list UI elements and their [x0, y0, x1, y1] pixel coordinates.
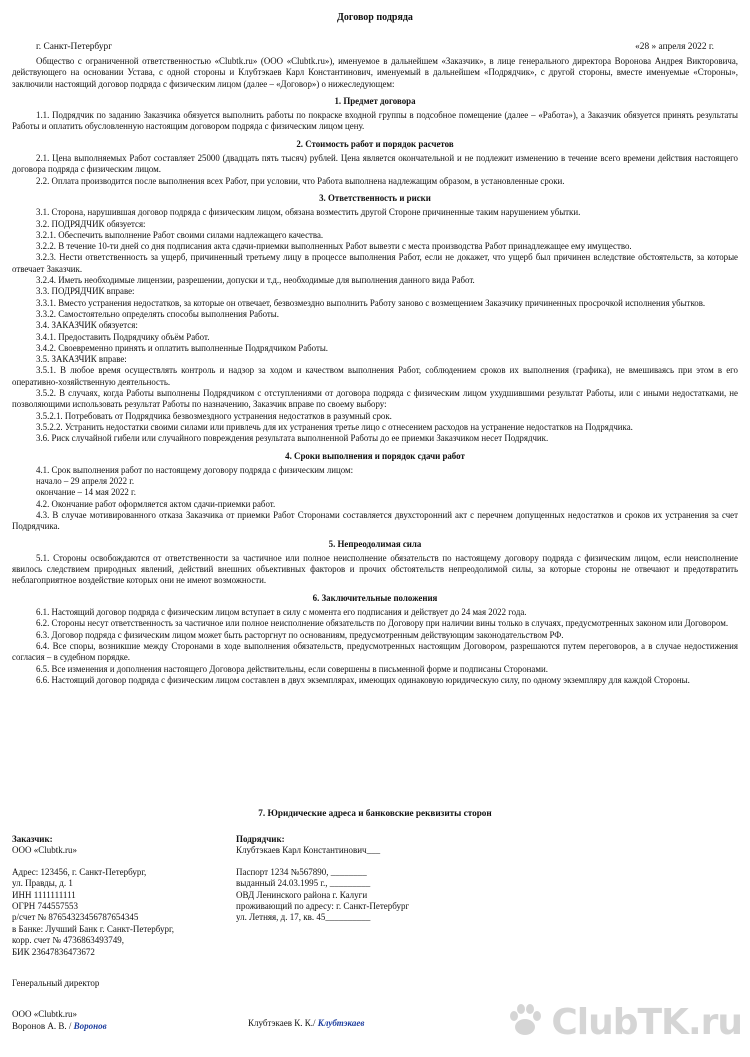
customer-signature-line — [12, 1021, 174, 1032]
section-title: 2. Стоимость работ и порядок расчетов — [296, 138, 454, 149]
clause: 6.5. Все изменения и дополнения настоящего Договора действительны, если совершены в письменной форме и подписаны Сторонами. — [36, 663, 548, 674]
clause: 4.1. Срок выполнения работ по настоящему договору подряда с физическим лицом: — [36, 464, 354, 475]
clause: окончание – 14 мая 2022 г. — [36, 487, 136, 498]
clause: 6.3. Договор подряда с физическим лицом может быть расторгнут по основаниям, предусмотренным действующим законодательством РФ. — [36, 629, 564, 640]
clause: 1.1. Подрядчик по заданию Заказчика обязуется выполнить работы по покраске входной группы в подсобное помещение (далее – «Работа»), а Заказчик обязуется принять результаты Работы и оплатить обусловленную настоящим договором подряда с физическим лицом цену. — [12, 110, 738, 132]
customer-line: р/счет № 87654323456787654345 — [12, 912, 139, 923]
clause: 3.1. Сторона, нарушившая договор подряда с физическим лицом, обязана возместить другой Стороне причиненные таким нарушением убытки. — [36, 207, 581, 218]
clause: 3.3.1. Вместо устранения недостатков, за которые он отвечает, безвозмездно выполнить Работу заново с возмещением Заказчику причиненных просрочкой исполнения убытков. — [36, 297, 706, 308]
contractor-line: Паспорт 1234 №567890, ________ — [236, 866, 367, 877]
clause: 3.4.1. Предоставить Подрядчику объём Работ. — [36, 331, 210, 342]
document-title: Договор подряда — [337, 12, 413, 23]
clause: 3.2.3. Нести ответственность за ущерб, причиненный третьему лицу в процессе выполнения Работ, если не докажет, что ущерб был причинен вследствие обстоятельств, за которые отвечает Заказчик. — [12, 252, 738, 274]
clause: 3.2.4. Иметь необходимые лицензии, разрешении, допуски и т.д., необходимые для выполнения данного вида Работ. — [36, 275, 475, 286]
clause: 3.3. ПОДРЯДЧИК вправе: — [36, 286, 135, 297]
clause: 3.2. ПОДРЯДЧИК обязуется: — [36, 218, 146, 229]
clause: 2.2. Оплата производится после выполнения всех Работ, при условии, что Работа выполнена надлежащим образом, в установленные сроки. — [36, 175, 565, 186]
contractor-heading: Подрядчик: — [236, 834, 285, 844]
clause: 6.1. Настоящий договор подряда с физическим лицом вступает в силу с момента его подписания и действует до 24 мая 2022 года. — [36, 607, 527, 618]
city: г. Санкт-Петербург — [36, 42, 113, 52]
clause: 3.5. ЗАКАЗЧИК вправе: — [36, 354, 127, 365]
clause: 3.5.2.2. Устранить недостатки своими силами или привлечь для их устранения третье лицо с отнесением расходов на устранение недостатков на Подрядчика. — [36, 421, 633, 432]
customer-line: ИНН 1111111111 — [12, 889, 76, 900]
section-title: 4. Сроки выполнения и порядок сдачи работ — [285, 450, 465, 461]
clause: 6.6. Настоящий договор подряда с физическим лицом составлен в двух экземплярах, имеющих одинаковую юридическую силу, по одному экземпляру для каждой Стороны. — [36, 674, 690, 685]
clause: 5.1. Стороны освобождаются от ответственности за частичное или полное неисполнение обязательств по настоящему договору подряда с физическим лицом, если неисполнение явилось следствием природных явлений, действий внешних объективных факторов и прочих обстоятельств непреодолимой силы, за которые стороны не отвечают и предотвратить неблагоприятное воздействие которых они не имеют возможности. — [12, 552, 738, 586]
contractor-requisites — [236, 834, 409, 924]
contractor-signer: Клубтэкаев К. К./ — [248, 1018, 316, 1028]
clause: 3.5.2. В случаях, когда Работы выполнены Подрядчиком с отступлениями от договора подряда с физическим лицом ухудшившими результат Работы, или с иными недостатками, не позволяющими использовать результат Работы по назначению, Заказчик вправе по своему выбору: — [12, 388, 738, 410]
section-title: 6. Заключительные положения — [312, 592, 438, 603]
customer-line: ОГРН 744557553 — [12, 901, 78, 912]
clause: 4.3. В случае мотивированного отказа Заказчика от приемки Работ Сторонами составляется двухсторонний акт с перечнем допущенных недостатков и сроков их устранения за счет Подрядчика. — [12, 509, 738, 532]
customer-line: ул. Правды, д. 1 — [12, 878, 73, 889]
clause: 3.6. Риск случайной гибели или случайного повреждения результата выполненной Работы до ее приемки Заказчиком несет Подрядчик. — [36, 433, 549, 444]
customer-line: Адрес: 123456, г. Санкт-Петербург, — [12, 866, 147, 877]
customer-line: корр. счет № 4736863493749, — [12, 935, 125, 946]
contractor-line: выданный 24.03.1995 г., _________ — [236, 878, 371, 889]
section-title: 5. Непреодолимая сила — [328, 538, 422, 549]
sections — [12, 96, 738, 686]
customer-signer: Воронов А. В. / — [12, 1020, 72, 1031]
customer-signature: Воронов — [73, 1020, 107, 1031]
customer-org: ООО «Clubtk.ru» — [12, 1009, 77, 1020]
customer-heading: Заказчик: — [12, 834, 53, 844]
customer-line: БИК 23647836473672 — [12, 946, 95, 957]
clause: 3.4. ЗАКАЗЧИК обязуется: — [36, 320, 138, 331]
clause: начало – 29 апреля 2022 г. — [36, 476, 135, 487]
requisites-title: 7. Юридические адреса и банковские реквизиты сторон — [258, 808, 492, 818]
contract-date: «28 » апреля 2022 г. — [635, 42, 714, 52]
preamble: Общество с ограниченной ответственностью «Clubtk.ru» (ООО «Clubtk.ru»), именуемое в дальнейшем «Заказчик», в лице генерального директора Воронова Андрея Викторовича, действующего на основании Устава, с одной стороны и Клубтэкаев Карл Константинович, именуемый в дальнейшем «Подрядчик», с другой стороны, вместе именуемые «Стороны», заключили настоящий договор подряда с физическим лицом (далее – «Договор») о нижеследующем: — [12, 56, 738, 89]
customer-line: в Банке: Лучший Банк г. Санкт-Петербург, — [12, 923, 174, 934]
clause: 3.2.1. Обеспечить выполнение Работ своими силами надлежащего качества. — [36, 229, 324, 240]
clause: 3.3.2. Самостоятельно определять способы выполнения Работы. — [36, 308, 279, 319]
paw-icon — [505, 1000, 545, 1045]
clause: 3.5.2.1. Потребовать от Подрядчика безвозмездного устранения недостатков в разумный срок. — [36, 410, 392, 421]
customer-position: Генеральный директор — [12, 978, 100, 989]
contractor-signature: Клубтэкаев — [317, 1018, 365, 1028]
clause: 2.1. Цена выполняемых Работ составляет 25000 (двадцать пять тысяч) рублей. Цена является окончательной и не подлежит изменению в течение всего времени действия настоящего договора подряда с физическим лицом. — [12, 153, 738, 175]
clause: 3.5.1. В любое время осуществлять контроль и надзор за ходом и качеством выполнения Работ, соблюдением сроков их выполнения (графика), не вмешиваясь при этом в его оперативно-хозяйственную деятельность. — [12, 365, 738, 387]
contractor-name: Клубтэкаев Карл Константинович___ — [236, 845, 381, 856]
section-title: 3. Ответственность и риски — [319, 192, 431, 203]
section-title: 1. Предмет договора — [334, 95, 416, 106]
contractor-line: проживающий по адресу: г. Санкт-Петербург — [236, 901, 410, 912]
watermark-text: ClubTK.ru — [551, 1002, 742, 1043]
clause: 6.4. Все споры, возникшие между Сторонами в ходе выполнения обязательств, предусмотренных настоящим Договором, разрешаются путем переговоров, а в случае недостижения согласия – в судебном порядке. — [12, 640, 738, 663]
contractor-signature-line — [248, 1018, 364, 1029]
customer-name: ООО «Clubtk.ru» — [12, 845, 77, 856]
watermark — [505, 1000, 742, 1045]
clause: 3.4.2. Своевременно принять и оплатить выполненные Подрядчиком Работы. — [36, 342, 329, 353]
clause: 4.2. Окончание работ оформляется актом сдачи-приемки работ. — [36, 498, 276, 509]
contractor-line: ОВД Ленинского района г. Калуги — [236, 889, 368, 900]
clause: 6.2. Стороны несут ответственность за частичное или полное неисполнение обязательств по Договору при наличии вины только в случаях, предусмотренных законом или Договором. — [36, 618, 729, 629]
customer-requisites — [12, 834, 174, 1032]
contract-body — [12, 56, 738, 686]
clause: 3.2.2. В течение 10-ти дней со дня подписания акта сдачи-приемки выполненных Работ вывезти с места производства Работ принадлежащее ему имущество. — [36, 241, 632, 252]
contractor-line: ул. Летняя, д. 17, кв. 45__________ — [236, 912, 371, 923]
